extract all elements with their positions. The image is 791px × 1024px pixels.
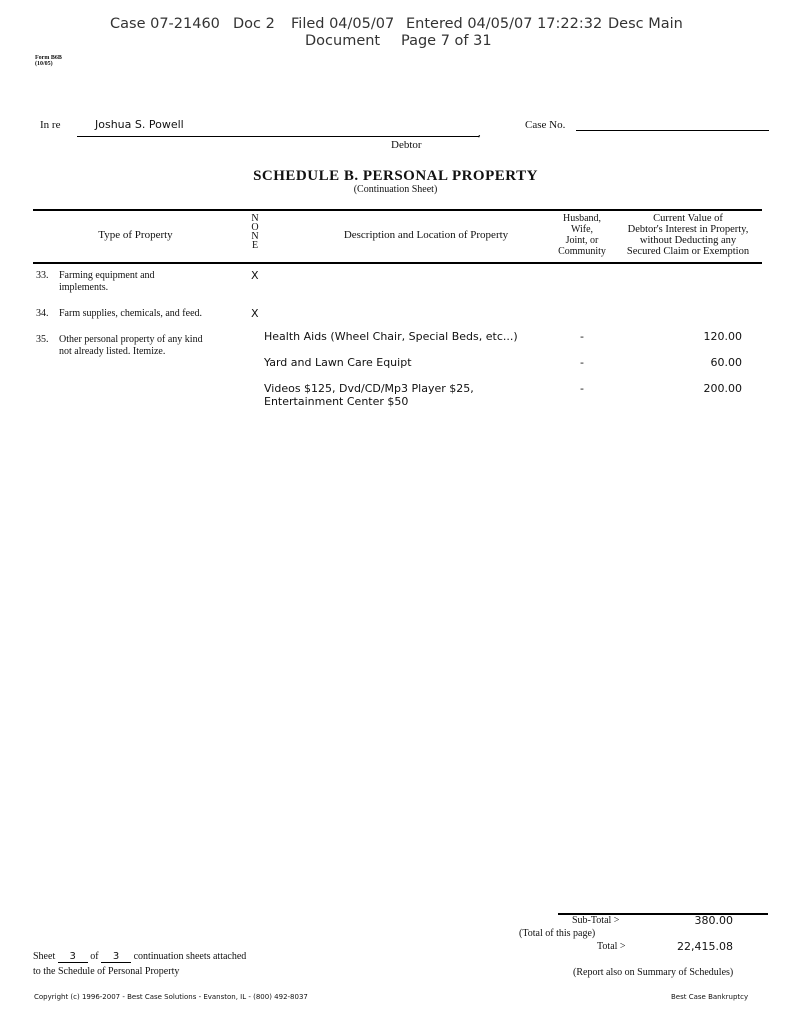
item-hwjc: - <box>580 382 584 395</box>
row-number: 35. <box>36 334 49 345</box>
sheet-total: 3 <box>101 951 131 963</box>
sheet-line2: to the Schedule of Personal Property <box>33 966 180 977</box>
row-type: Other personal property of any kind not already listed. Itemize. <box>59 334 203 357</box>
footer-copyright: Copyright (c) 1996-2007 - Best Case Solutions - Evanston, IL - (800) 492-8037 <box>34 993 308 1001</box>
total-this-page-label: (Total of this page) <box>519 928 596 939</box>
subtotal-value: 380.00 <box>694 914 733 927</box>
filed-date-header: Filed 04/05/07 <box>291 16 395 32</box>
footer-brand: Best Case Bankruptcy <box>671 993 749 1001</box>
report-note: (Report also on Summary of Schedules) <box>573 967 734 978</box>
item-value: 60.00 <box>710 356 742 369</box>
doc-number-header: Doc 2 <box>233 16 275 32</box>
item-description: Videos $125, Dvd/CD/Mp3 Player $25, Entertainment Center $50 <box>264 382 474 408</box>
table-header-rule <box>33 262 762 264</box>
row-none-mark: X <box>251 269 259 282</box>
item-description: Health Aids (Wheel Chair, Special Beds, etc...) <box>264 330 518 343</box>
item-value: 200.00 <box>703 382 742 395</box>
total-value: 22,415.08 <box>677 940 733 953</box>
row-type: Farm supplies, chemicals, and feed. <box>59 308 203 319</box>
item-hwjc: - <box>580 356 584 369</box>
sheet-info <box>33 951 246 963</box>
document-header: Document <box>305 33 381 49</box>
row-number: 34. <box>36 308 49 319</box>
sheet-of-word: of <box>90 951 99 962</box>
col-value-header: Current Value of Debtor's Interest in Property, without Deducting any Secured Claim or Exemption <box>626 213 750 257</box>
col-hwjc-header: Husband, Wife, Joint, or Community <box>558 213 606 257</box>
item-description: Yard and Lawn Care Equipt <box>264 356 412 369</box>
sheet-tail: continuation sheets attached <box>133 951 247 962</box>
desc-header: Desc Main <box>608 16 683 32</box>
table-top-rule <box>33 209 762 211</box>
col-none-header: N O N E <box>251 213 259 251</box>
total-label: Total > <box>597 941 626 952</box>
debtor-name-line <box>77 136 479 137</box>
row-none-mark: X <box>251 307 259 320</box>
in-re-label: In re <box>40 119 61 131</box>
form-id <box>35 55 62 67</box>
form-id-line1: Form B6B <box>35 55 62 61</box>
page-header: Page 7 of 31 <box>401 33 492 49</box>
caption-comma: , <box>478 127 481 139</box>
debtor-label: Debtor <box>391 139 422 151</box>
col-type-header: Type of Property <box>98 229 173 241</box>
case-no-line <box>576 130 769 131</box>
debtor-name: Joshua S. Powell <box>95 118 184 131</box>
col-description-header: Description and Location of Property <box>343 229 509 241</box>
sheet-word: Sheet <box>33 951 56 962</box>
case-no-label: Case No. <box>525 119 566 131</box>
schedule-subtitle: (Continuation Sheet) <box>353 184 438 195</box>
item-value: 120.00 <box>703 330 742 343</box>
schedule-title: SCHEDULE B. PERSONAL PROPERTY <box>253 168 538 184</box>
sheet-number: 3 <box>58 951 88 963</box>
form-id-line2: (10/05) <box>35 61 53 67</box>
row-number: 33. <box>36 270 49 281</box>
case-number-header: Case 07-21460 <box>110 16 220 32</box>
subtotal-label: Sub-Total > <box>572 915 620 926</box>
row-type: Farming equipment and implements. <box>59 270 155 293</box>
entered-date-header: Entered 04/05/07 17:22:32 <box>406 16 603 32</box>
item-hwjc: - <box>580 330 584 343</box>
